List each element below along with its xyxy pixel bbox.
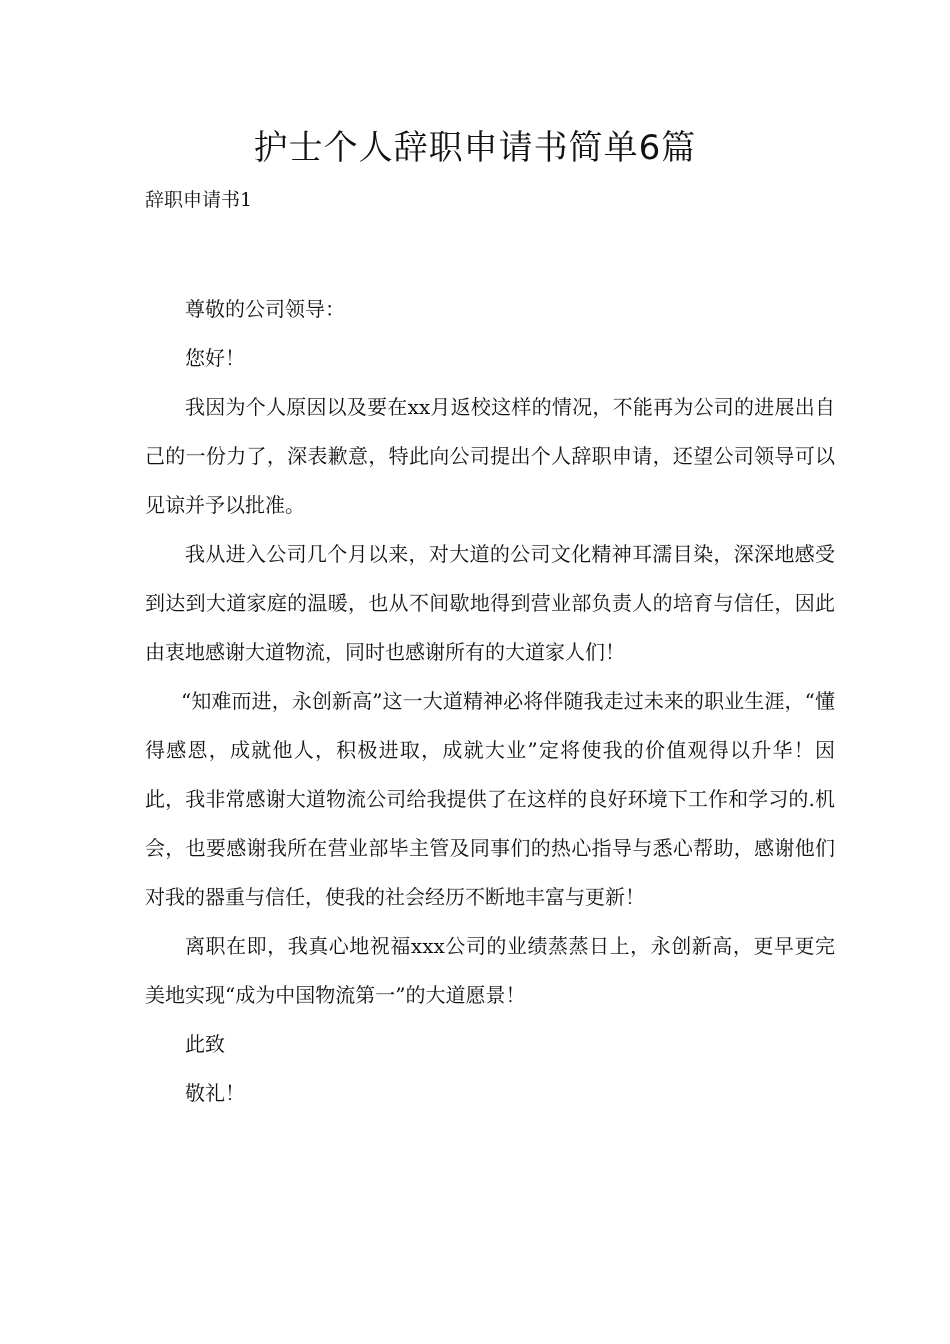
closing-line-1: 此致 [185,1032,225,1056]
closing-line-2: 敬礼！ [185,1081,245,1105]
salutation: 尊敬的公司领导： [185,297,345,321]
document-title: 护士个人辞职申请书简单6篇 [253,128,697,168]
greeting: 您好！ [185,346,245,370]
paragraph-4: 离职在即，我真心地祝福xxx公司的业绩蒸蒸日上，永创新高，更早更完美地实现“成为中国物流第一”的大道愿景！ [145,934,835,1007]
paragraph-2: 我从进入公司几个月以来，对大道的公司文化精神耳濡目染，深深地感受到达到大道家庭的温暖，也从不间歇地得到营业部负责人的培育与信任，因此由衷地感谢大道物流，同时也感谢所有的大道家人们！ [145,542,835,664]
paragraph-1: 我因为个人原因以及要在xx月返校这样的情况，不能再为公司的进展出自己的一份力了，深表歉意，特此向公司提出个人辞职申请，还望公司领导可以见谅并予以批准。 [145,395,835,517]
section-label: 辞职申请书1 [145,189,253,211]
paragraph-3: “知难而进，永创新高”这一大道精神必将伴随我走过未来的职业生涯，“懂得感恩，成就他人，积极进取，成就大业”定将使我的价值观得以升华！因此，我非常感谢大道物流公司给我提供了在这样的良好环境下工作和学习的.机会，也要感谢我所在营业部毕主管及同事们的热心指导与悉心帮助，感谢他们对我的器重与信任，使我的社会经历不断地丰富与更新！ [145,689,835,909]
letter-body [145,285,835,1118]
